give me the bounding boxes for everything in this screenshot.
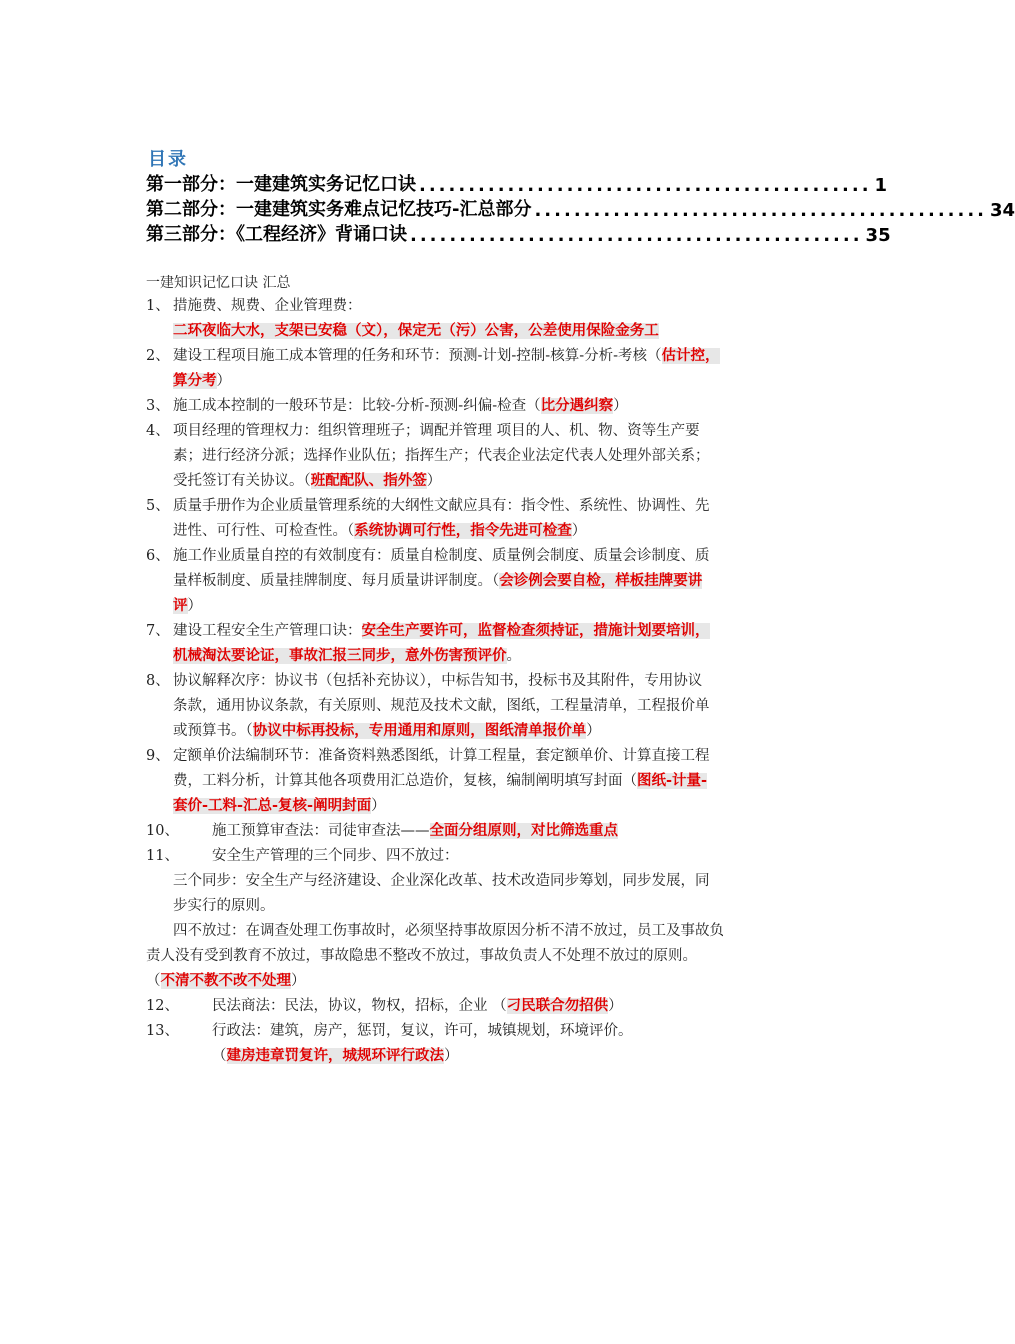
item-text <box>173 519 586 544</box>
item-number: 9、 <box>146 748 170 764</box>
toc-entry-text: 第三部分：《工程经济》背诵口诀 <box>146 224 407 245</box>
item-text <box>173 769 707 794</box>
item-number: 10、 <box>146 823 179 839</box>
mnemonic-highlight: 班配配队、指外签 <box>310 473 427 489</box>
item-number: 2、 <box>146 348 170 364</box>
mnemonic-highlight: 图纸-计量- <box>637 773 708 789</box>
mnemonic-highlight: 二环夜临大水，支架已安稳（文），保定无（污）公害，公差使用保险金务工 <box>173 323 659 339</box>
mnemonic-highlight: 不清不教不改不处理 <box>160 973 291 989</box>
mnemonic-highlight: 刁民联合勿招供 <box>506 998 609 1014</box>
item-line: ） <box>291 973 306 989</box>
mnemonic-highlight: 建房违章罚复许，城规环评行政法 <box>226 1048 444 1064</box>
item-text <box>173 469 441 494</box>
mnemonic-highlight: 机械淘汰要论证，事故汇报三同步，意外伤害预评价 <box>173 648 507 664</box>
mnemonic-highlight: 比分遇纠察 <box>540 398 614 414</box>
item-mnemonic <box>173 319 659 344</box>
item-line: 建设工程项目施工成本管理的任务和环节：预测-计划-控制-核算-分析-考核（ <box>173 348 662 364</box>
item-text: 条款，通用协议条款，有关原则、规范及技术文献，图纸，工程量清单，工程报价单 <box>173 698 710 714</box>
item-line: 或预算书。（ <box>173 723 253 739</box>
item-text: 步实行的原则。 <box>173 898 275 914</box>
item-text <box>212 819 618 844</box>
item-line: （ <box>212 1048 227 1064</box>
mnemonic-highlight: 系统协调可行性，指令先进可检查 <box>354 523 572 539</box>
mnemonic-highlight: 估计控， <box>661 348 720 364</box>
item-number: 1、 <box>146 298 170 314</box>
item-number: 8、 <box>146 673 170 689</box>
item-number: 3、 <box>146 398 170 414</box>
item-number: 11、 <box>146 848 179 864</box>
item-number: 13、 <box>146 1023 179 1039</box>
mnemonic-highlight: 算分考 <box>173 373 217 389</box>
toc-page-number: 35 <box>865 225 891 246</box>
item-text: 质量手册作为企业质量管理系统的大纲性文献应具有：指令性、系统性、协调性、先 <box>173 498 710 514</box>
toc-page-number: 1 <box>874 175 888 196</box>
item-text: 安全生产管理的三个同步、四不放过： <box>212 848 459 864</box>
mnemonic-highlight: 评 <box>173 598 188 614</box>
item-text: 施工作业质量自控的有效制度有：质量自检制度、质量例会制度、质量会诊制度、质 <box>173 548 710 564</box>
item-text: 项目经理的管理权力：组织管理班子；调配并管理 项目的人、机、物、资等生产要 <box>173 423 700 439</box>
item-text <box>212 1044 459 1069</box>
item-line: ） <box>371 798 386 814</box>
item-number: 12、 <box>146 998 179 1014</box>
item-number: 6、 <box>146 548 170 564</box>
summary-heading: 一建知识记忆口诀 汇总 <box>146 275 291 291</box>
item-text <box>173 794 386 819</box>
item-line: 进性、可行性、可检查性。（ <box>173 523 355 539</box>
mnemonic-highlight: 会诊例会要自检，样板挂牌要讲 <box>499 573 703 589</box>
item-text: 四不放过：在调查处理工伤事故时，必须坚持事故原因分析不清不放过，员工及事故负 <box>173 923 724 939</box>
item-line: ） <box>187 598 202 614</box>
toc-page-number: 34 <box>990 200 1015 221</box>
toc-entry[interactable] <box>146 220 891 246</box>
item-text <box>173 719 601 744</box>
item-line: ） <box>608 998 623 1014</box>
item-text <box>173 369 231 394</box>
mnemonic-highlight: 安全生产要许可，监督检查须持证，措施计划要培训， <box>361 623 710 639</box>
toc-entry[interactable] <box>146 170 888 196</box>
item-text <box>173 594 202 619</box>
item-line: ） <box>444 1048 459 1064</box>
item-line: 量样板制度、质量挂牌制度、每月质量讲评制度。（ <box>173 573 500 589</box>
item-text <box>173 644 521 669</box>
item-line: ） <box>571 523 587 539</box>
item-line: 费，工料分析，计算其他各项费用汇总造价，复核，编制阐明填写封面（ <box>173 773 637 789</box>
item-text <box>173 569 702 594</box>
item-text <box>173 344 720 369</box>
item-line: 民法商法：民法，协议，物权，招标，企业 （ <box>212 998 507 1014</box>
item-number: 7、 <box>146 623 170 639</box>
item-line: 建设工程安全生产管理口诀： <box>173 623 362 639</box>
toc-entry-text: 第一部分：一建建筑实务记忆口诀 <box>146 174 416 195</box>
item-line: 施工预算审查法：司徒审查法—— <box>212 823 430 839</box>
mnemonic-highlight: 协议中标再投标，专用通用和原则，图纸清单报价单 <box>252 723 587 739</box>
item-line: ） <box>586 723 601 739</box>
item-line: 。 <box>506 648 521 664</box>
item-text: 责人没有受到教育不放过，事故隐患不整改不放过，事故负责人不处理不放过的原则。 <box>146 948 697 964</box>
toc-title: 目录 <box>148 149 188 170</box>
item-text: 素；进行经济分派；选择作业队伍；指挥生产；代表企业法定代表人处理外部关系； <box>173 448 710 464</box>
item-line: 受托签订有关协议。（ <box>173 473 311 489</box>
toc-leader-dots: .............................................. <box>410 225 863 246</box>
item-number: 5、 <box>146 498 170 514</box>
item-text: 措施费、规费、企业管理费： <box>173 298 362 314</box>
item-text: 行政法：建筑，房产，惩罚，复议，许可，城镇规划，环境评价。 <box>212 1023 633 1039</box>
item-line: ） <box>426 473 442 489</box>
item-line: （ <box>146 973 161 989</box>
item-text: 三个同步：安全生产与经济建设、企业深化改革、技术改造同步筹划，同步发展，同 <box>173 873 710 889</box>
item-text <box>173 394 628 419</box>
mnemonic-highlight: 全面分组原则，对比筛选重点 <box>429 823 618 839</box>
mnemonic-highlight: 套价-工料-汇总-复核-阐明封面 <box>173 798 372 814</box>
toc-entry[interactable] <box>146 195 1015 221</box>
item-text <box>173 619 710 644</box>
item-text <box>146 969 306 994</box>
toc-entry-text: 第二部分：一建建筑实务难点记忆技巧-汇总部分 <box>146 199 532 220</box>
item-text <box>212 994 623 1019</box>
item-line: ） <box>216 373 231 389</box>
item-line: 施工成本控制的一般环节是：比较-分析-预测-纠偏-检查（ <box>173 398 541 414</box>
toc-leader-dots: .............................................. <box>534 200 988 221</box>
item-text: 协议解释次序：协议书（包括补充协议），中标告知书，投标书及其附件，专用协议 <box>173 673 703 689</box>
item-number: 4、 <box>146 423 170 439</box>
item-text: 定额单价法编制环节：准备资料熟悉图纸，计算工程量，套定额单价、计算直接工程 <box>173 748 710 764</box>
toc-leader-dots: .............................................. <box>419 175 872 196</box>
item-line: ） <box>613 398 628 414</box>
